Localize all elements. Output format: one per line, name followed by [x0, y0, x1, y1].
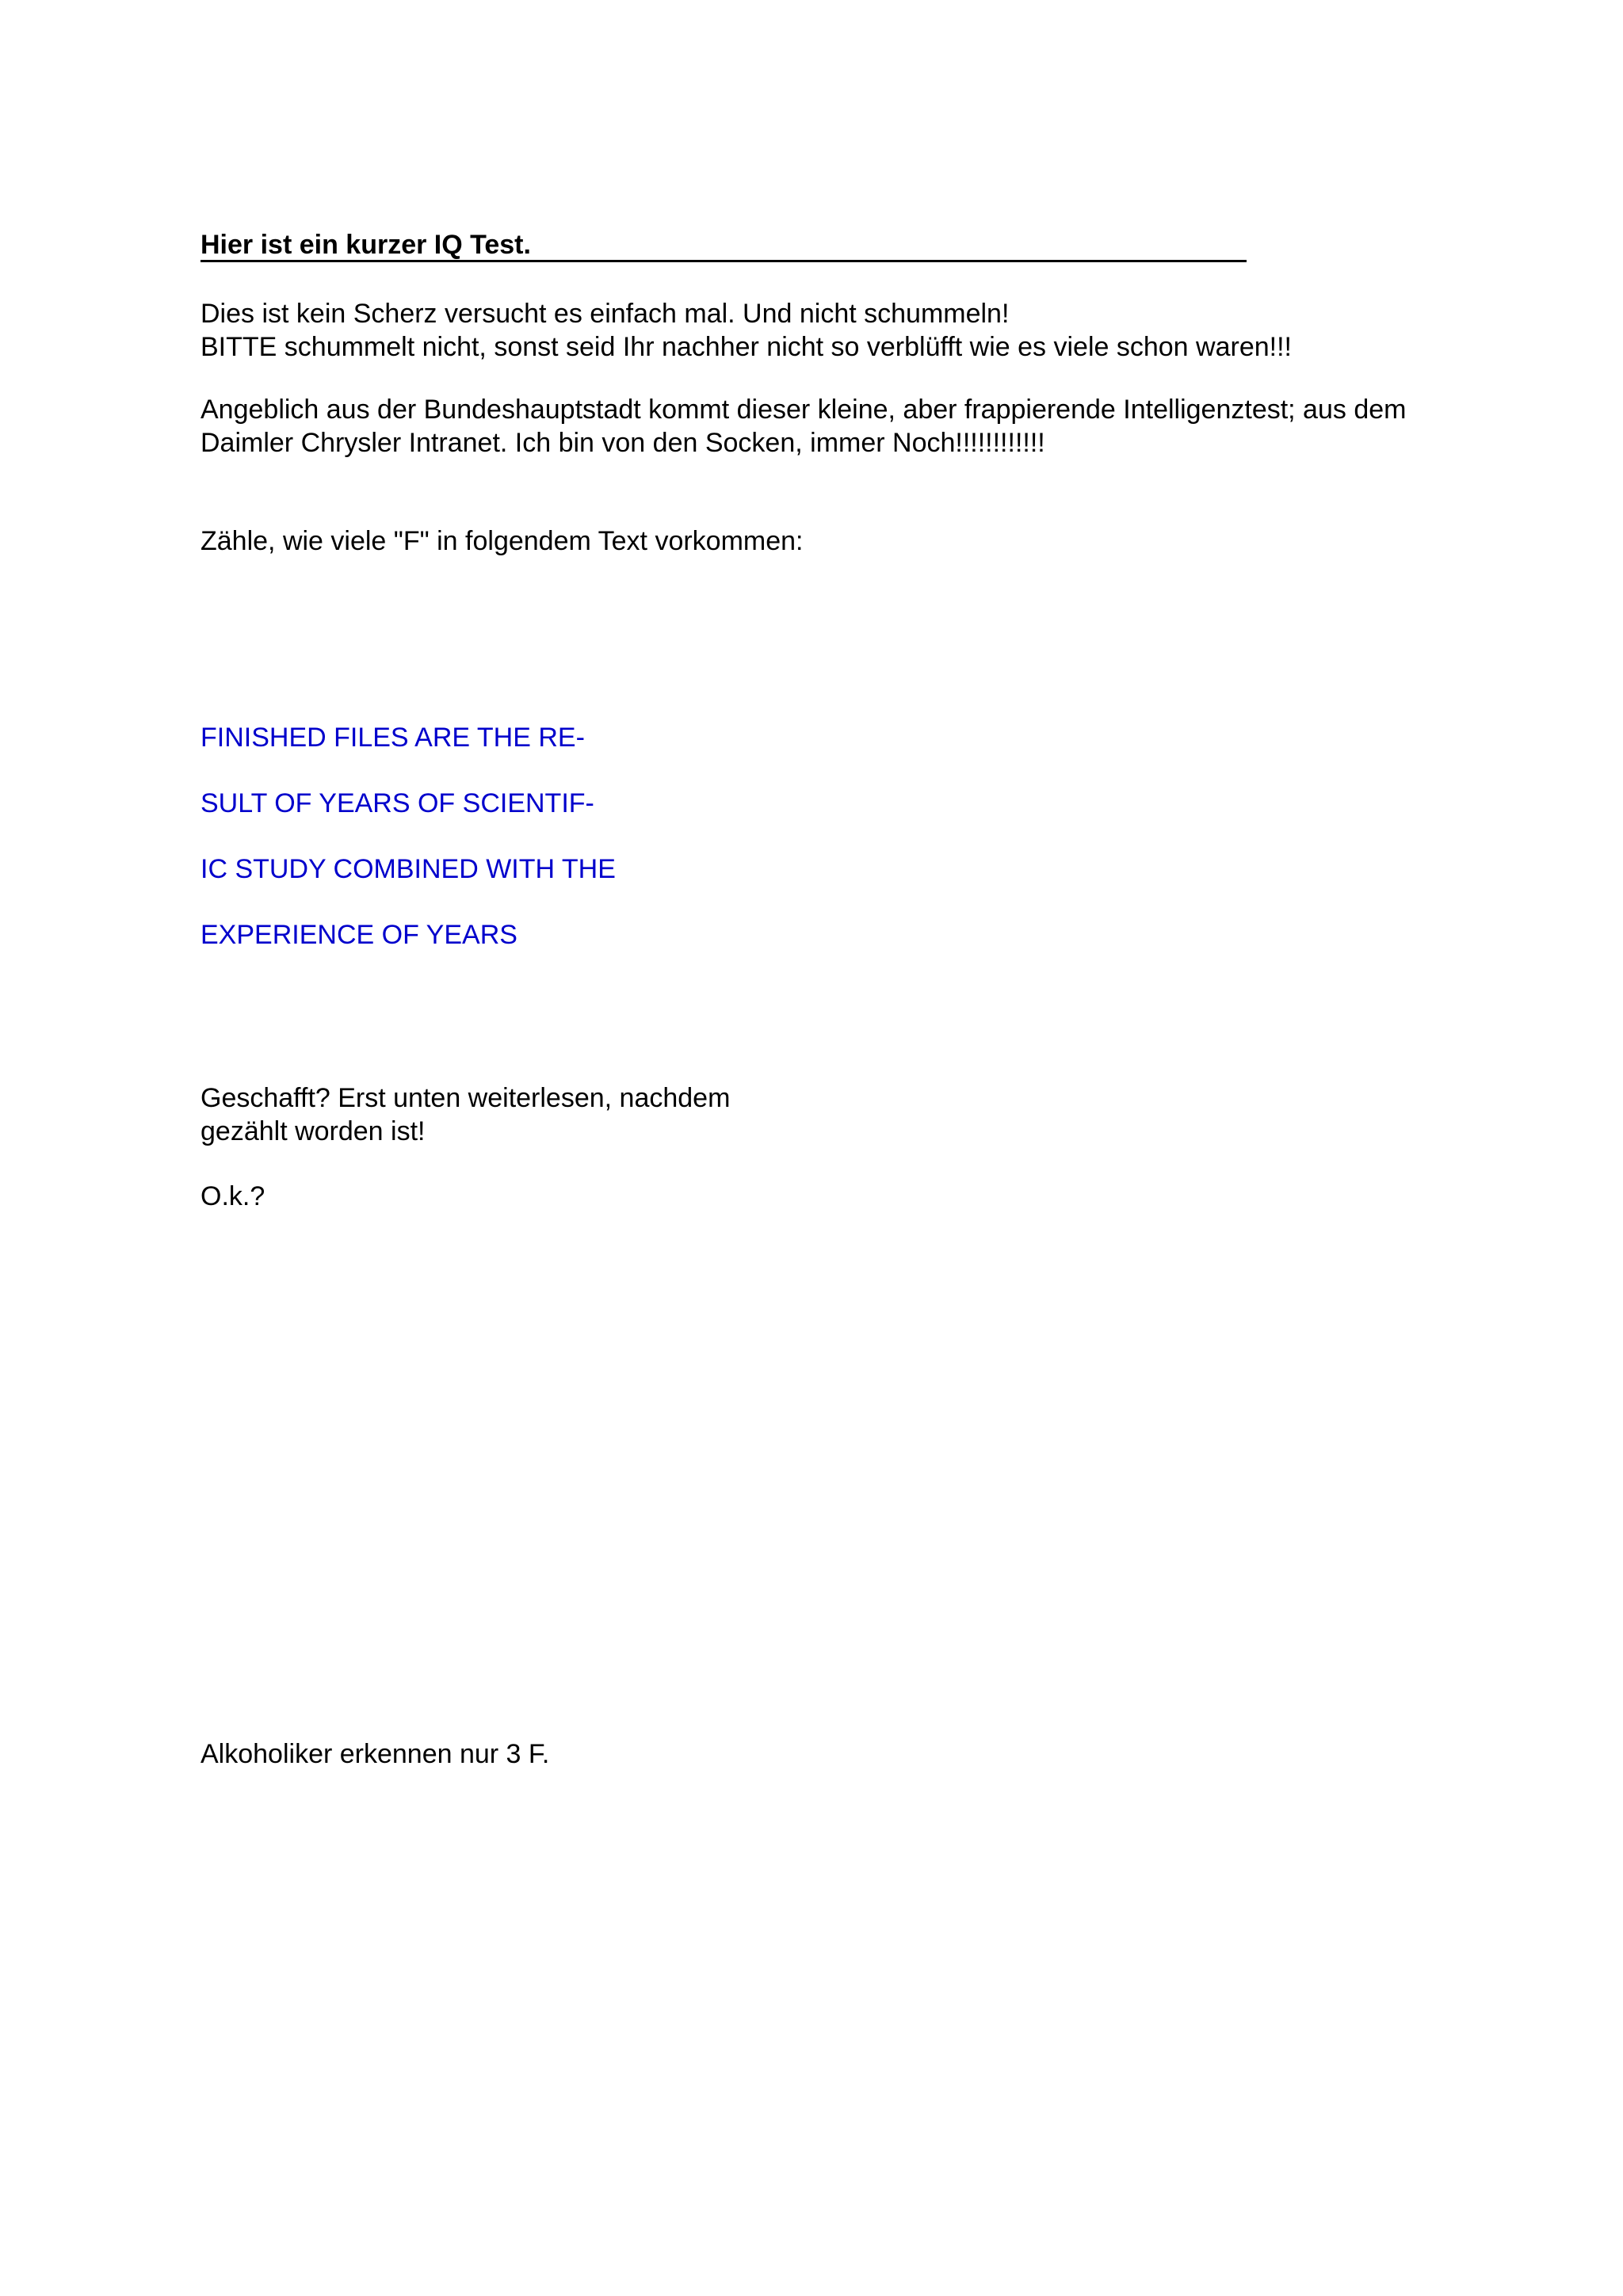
intro-line-1: Dies ist kein Scherz versucht es einfach mal. Und nicht schummeln! — [200, 299, 1010, 329]
after-line-2: gezählt worden ist! — [200, 1116, 426, 1146]
document-title: Hier ist ein kurzer IQ Test. — [200, 230, 1247, 262]
origin-line-2: Daimler Chrysler Intranet. Ich bin von den Socken, immer Noch!!!!!!!!!!!! — [200, 428, 1045, 458]
puzzle-line-4: EXPERIENCE OF YEARS — [200, 920, 517, 950]
puzzle-line-1: FINISHED FILES ARE THE RE- — [200, 723, 585, 753]
intro-line-2: BITTE schummelt nicht, sonst seid Ihr nachher nicht so verblüfft wie es viele schon waren!!! — [200, 332, 1292, 362]
task-instruction: Zähle, wie viele "F" in folgendem Text vorkommen: — [200, 526, 804, 556]
after-line-1: Geschafft? Erst unten weiterlesen, nachdem — [200, 1083, 731, 1113]
puzzle-line-3: IC STUDY COMBINED WITH THE — [200, 854, 616, 884]
result-text: Alkoholiker erkennen nur 3 F. — [200, 1739, 550, 1769]
origin-line-1: Angeblich aus der Bundeshauptstadt kommt dieser kleine, aber frappierende Intelligenztest; aus dem — [200, 395, 1407, 425]
puzzle-line-2: SULT OF YEARS OF SCIENTIF- — [200, 788, 594, 818]
ok-question: O.k.? — [200, 1181, 265, 1211]
